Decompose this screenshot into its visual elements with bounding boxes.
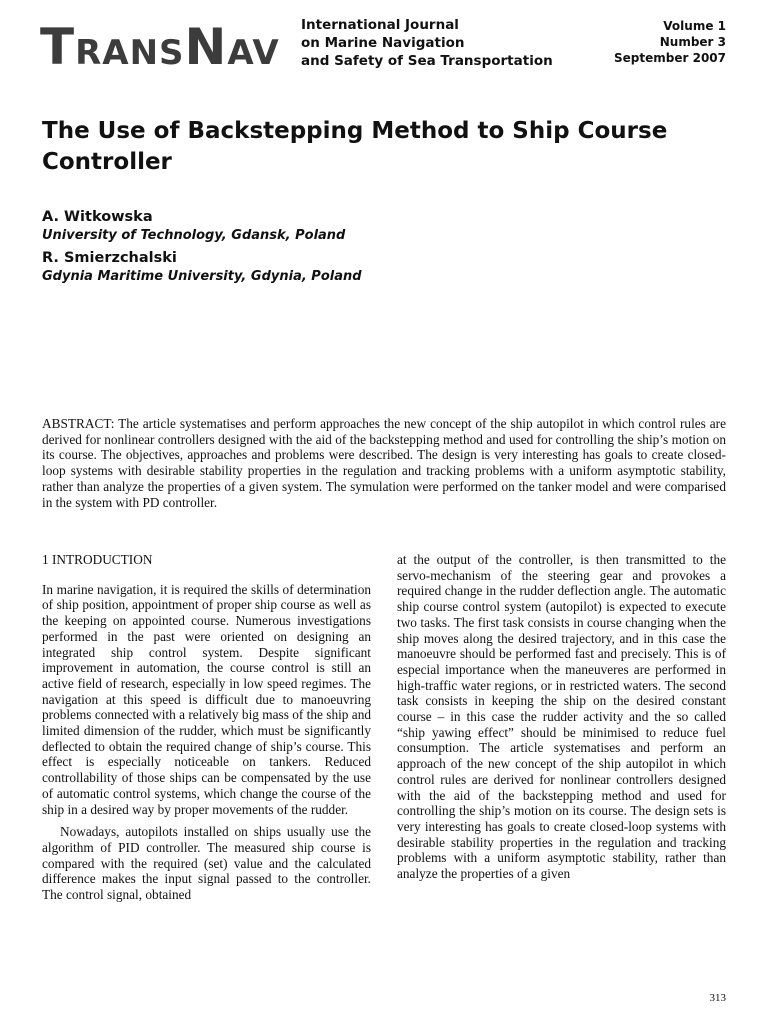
journal-name-line: on Marine Navigation (301, 35, 465, 51)
logo-letter-n: N (184, 18, 228, 76)
issue-info (614, 18, 726, 66)
journal-name (301, 16, 553, 70)
journal-name-line: and Safety of Sea Transportation (301, 53, 553, 69)
issue-number: Number 3 (659, 35, 726, 49)
body-paragraph: In marine navigation, it is required the skills of determination of ship position, appointment of proper ship course as well as the keeping on appointed course. Numerous investigations performed in the past were oriented on designing an integrated ship control system. Despite significant improvement in automation, the course control is still an active field of research, especially in low speed regimes. The navigation at this speed is difficult due to manoeuvring problems connected with a relatively big mass of the ship and limited dimension of the rudder, which must be significantly deflected to obtain the required change of ship’s course. This effect is especially noticeable on tankers. Reduced controllability of those ships can be compensated by the use of automatic control systems, which change the course of the ship in a desired way by proper movements of the rudder. (42, 581, 371, 817)
page-number: 313 (709, 992, 726, 1004)
author-name: A. Witkowska (42, 209, 153, 225)
paper-title: The Use of Backstepping Method to Ship Course Controller (42, 118, 668, 175)
author-affiliation: Gdynia Maritime University, Gdynia, Poland (42, 269, 362, 284)
author-name: R. Smierzchalski (42, 250, 177, 266)
abstract: ABSTRACT: The article systematises and perform approaches the new concept of the ship autopilot in which control rules are derived for nonlinear controllers designed with the aid of the backstepping method and used for controlling the ship’s motion on its course. The objectives, approaches and problems were described. The design is very interesting has goals to create closed-loop systems with desirable stability properties in the regulation and tracking problems with a uniform asymptotic stability, rather than analyze the properties of a given system. The symulation were performed on the tanker model and were comparised in the system with PD controller. (42, 416, 726, 510)
right-column (397, 552, 726, 882)
transnav-logo (40, 18, 280, 76)
body-paragraph: Nowadays, autopilots installed on ships usually use the algorithm of PID controller. The measured ship course is compared with the required (set) value and the calculated difference makes the input signal passed to the controller. The control signal, obtained (42, 824, 371, 903)
author-affiliation: University of Technology, Gdansk, Poland (42, 228, 346, 243)
left-column (42, 552, 371, 903)
section-heading: 1 INTRODUCTION (42, 552, 153, 567)
journal-name-line: International Journal (301, 17, 459, 33)
body-paragraph: at the output of the controller, is then transmitted to the servo-mechanism of the steering gear and provokes a required change in the rudder deflection angle. The automatic ship course control system (autopilot) is expected to execute two tasks. The first task consists in course changing when the ship moves along the desired trajectory, and in this case the manoeuvre should be performed fast and precisely. This is of especial importance when the maneuveres are performed in high-traffic water regions, or in restricted waters. The second task consists in keeping the ship on the desired constant course – in this case the rudder activity and the so called “ship yawing effect” should be minimised to reduce fuel consumption. The article systematises and perform an approach of the new concept of the ship autopilot in which control rules are derived for nonlinear controllers designed with the aid of the backstepping method and used for controlling the ship’s motion on its course. The design sets is very interesting has goals to create closed-loop systems with desirable stability properties in the regulation and tracking problems with a uniform asymptotic stability, rather than analyze the properties of a given (397, 552, 726, 882)
logo-letter-t: T (40, 18, 76, 76)
issue-volume: Volume 1 (663, 19, 726, 33)
logo-text-rans: RANS (75, 33, 185, 73)
issue-date: September 2007 (614, 51, 726, 65)
logo-text-av: AV (227, 33, 280, 73)
